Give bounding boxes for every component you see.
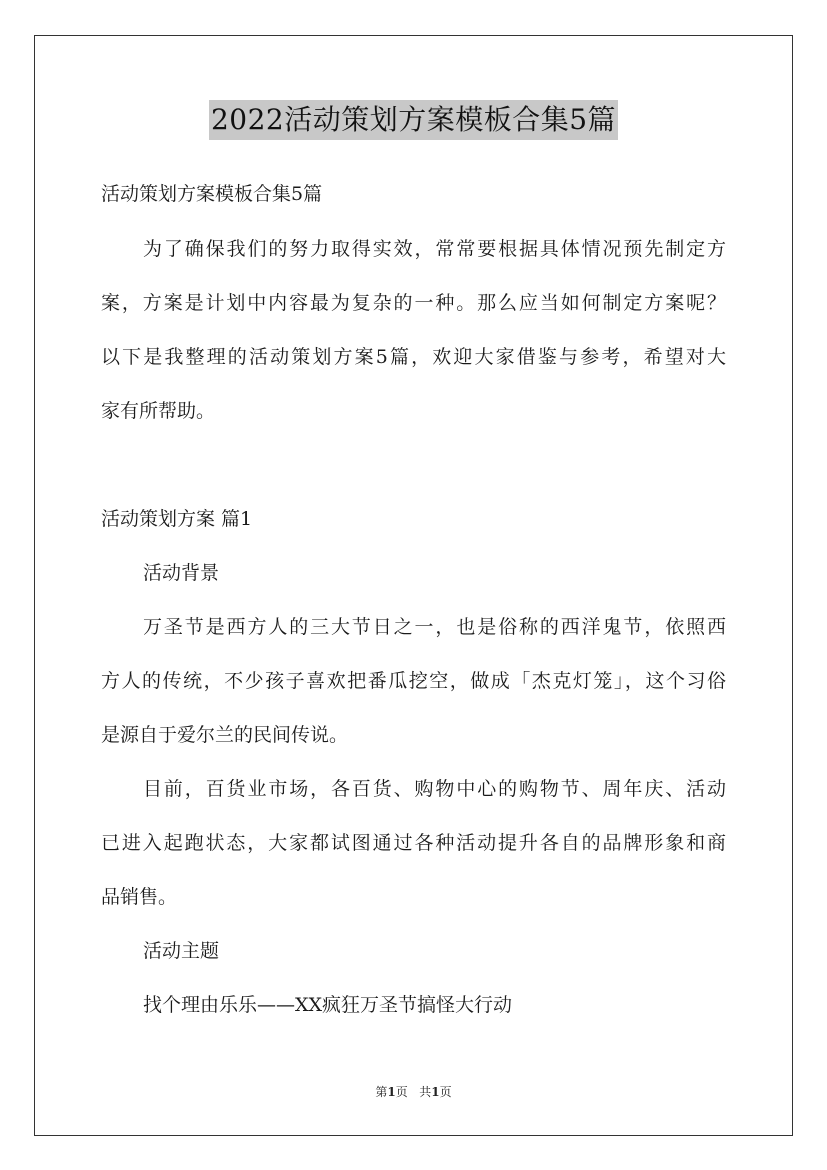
intro-line-4: 家有所帮助。: [101, 400, 216, 422]
background-para1-line-3: 是源自于爱尔兰的民间传说。: [101, 724, 349, 746]
footer-page-number: 1: [387, 1085, 396, 1099]
footer-page-prefix: 第: [375, 1085, 388, 1099]
background-para2-line-3: 品销售。: [101, 886, 178, 908]
background-para2-line-2: 已进入起跑状态，大家都试图通过各种活动提升各自的品牌形象和商: [101, 832, 726, 854]
background-para1-line-1: 万圣节是西方人的三大节日之一，也是俗称的西洋鬼节，依照西: [143, 616, 726, 638]
title-container: [0, 100, 827, 140]
page-footer: [0, 1084, 827, 1100]
theme-text: 找个理由乐乐——XX疯狂万圣节搞怪大行动: [143, 994, 513, 1016]
background-para1-line-2: 方人的传统，不少孩子喜欢把番瓜挖空，做成「杰克灯笼」，这个习俗: [101, 670, 726, 692]
intro-line-3: 以下是我整理的活动策划方案5篇，欢迎大家借鉴与参考，希望对大: [101, 346, 726, 368]
footer-total-number: 1: [431, 1085, 440, 1099]
footer-total-prefix: 共: [419, 1085, 432, 1099]
document-title: 2022活动策划方案模板合集5篇: [209, 100, 618, 140]
section-heading: 活动策划方案 篇1: [101, 508, 253, 530]
background-heading: 活动背景: [143, 562, 220, 584]
background-para2-line-1: 目前，百货业市场，各百货、购物中心的购物节、周年庆、活动: [143, 778, 726, 800]
theme-heading: 活动主题: [143, 940, 220, 962]
intro-line-2: 案，方案是计划中内容最为复杂的一种。那么应当如何制定方案呢？: [101, 292, 726, 314]
footer-page-suffix: 页: [395, 1085, 408, 1099]
document-subtitle: 活动策划方案模板合集5篇: [101, 183, 323, 205]
footer-total-suffix: 页: [439, 1085, 452, 1099]
intro-line-1: 为了确保我们的努力取得实效，常常要根据具体情况预先制定方: [143, 238, 726, 260]
